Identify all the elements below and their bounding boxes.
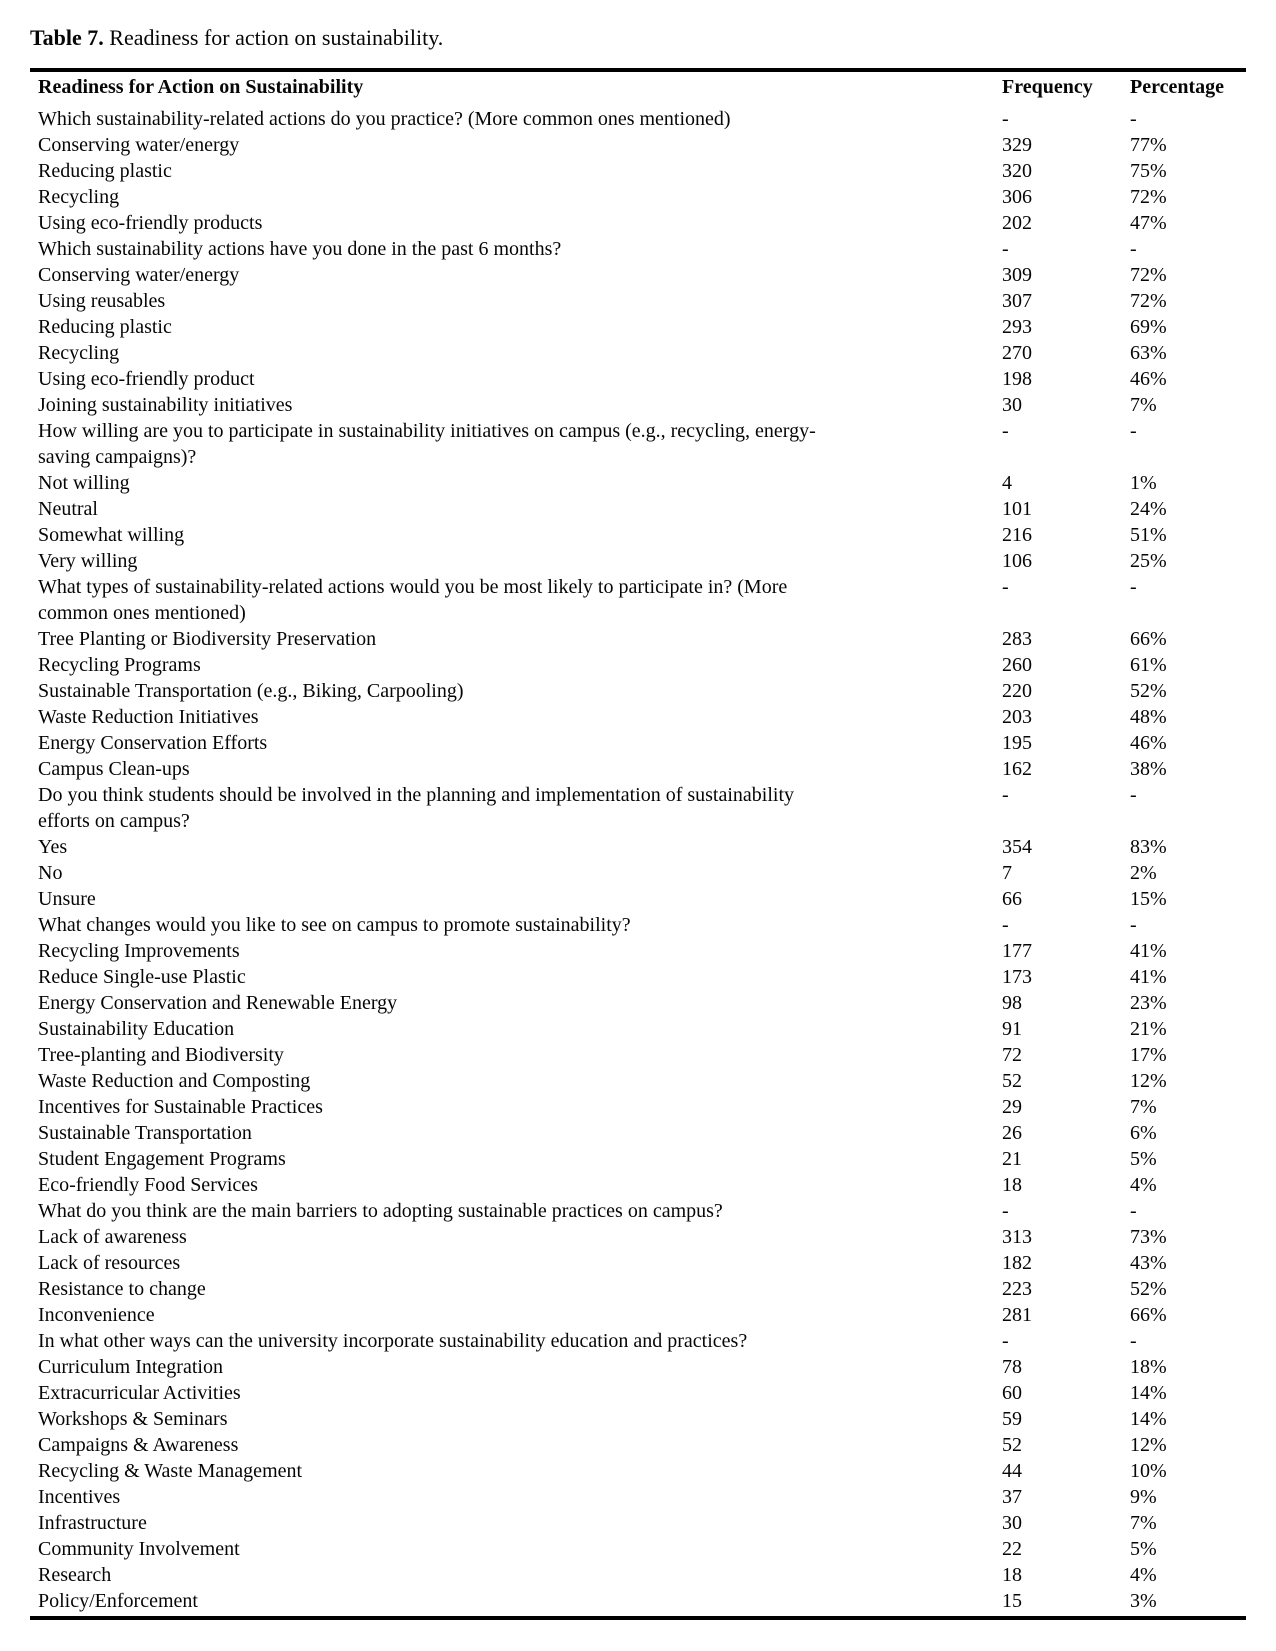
table-row — [30, 704, 1246, 730]
table-row — [30, 626, 1246, 652]
frequency-cell: 18 — [1002, 1174, 1022, 1196]
frequency-cell: 293 — [1002, 316, 1032, 338]
frequency-cell: 7 — [1002, 862, 1012, 884]
table-row — [30, 1276, 1246, 1302]
table-row — [30, 912, 1246, 938]
readiness-cell: Student Engagement Programs — [38, 1148, 286, 1170]
table-row — [30, 314, 1246, 340]
table-row — [30, 1172, 1246, 1198]
table-row — [30, 860, 1246, 886]
frequency-cell: 281 — [1002, 1304, 1032, 1326]
frequency-cell: - — [1002, 238, 1009, 260]
readiness-cell: Recycling Programs — [38, 654, 201, 676]
readiness-cell: Extracurricular Activities — [38, 1382, 241, 1404]
table-row — [30, 1588, 1246, 1618]
table-row — [30, 184, 1246, 210]
table-row — [30, 1406, 1246, 1432]
table-row — [30, 782, 1246, 834]
percentage-cell: - — [1130, 784, 1137, 806]
readiness-cell: Community Involvement — [38, 1538, 240, 1560]
readiness-cell: Campaigns & Awareness — [38, 1434, 239, 1456]
frequency-cell: 52 — [1002, 1070, 1022, 1092]
frequency-cell: - — [1002, 784, 1009, 806]
table-row — [30, 1016, 1246, 1042]
readiness-cell: Research — [38, 1564, 112, 1586]
frequency-cell: 60 — [1002, 1382, 1022, 1404]
percentage-cell: 73% — [1130, 1226, 1167, 1248]
readiness-cell: Recycling Improvements — [38, 940, 240, 962]
readiness-cell: In what other ways can the university incorporate sustainability education and practices? — [38, 1330, 748, 1352]
percentage-cell: 66% — [1130, 628, 1167, 650]
percentage-cell: 23% — [1130, 992, 1167, 1014]
readiness-cell: Neutral — [38, 498, 98, 520]
frequency-cell: 72 — [1002, 1044, 1022, 1066]
table-row — [30, 262, 1246, 288]
readiness-cell: Not willing — [38, 472, 130, 494]
table-row — [30, 1484, 1246, 1510]
table-row — [30, 548, 1246, 574]
table-row — [30, 652, 1246, 678]
readiness-cell: Recycling & Waste Management — [38, 1460, 303, 1482]
percentage-cell: 2% — [1130, 862, 1157, 884]
readiness-cell: Using eco-friendly products — [38, 212, 263, 234]
frequency-cell: 52 — [1002, 1434, 1022, 1456]
readiness-cell: Which sustainability actions have you done in the past 6 months? — [38, 238, 562, 260]
readiness-cell: What do you think are the main barriers to adopting sustainable practices on campus? — [38, 1200, 723, 1222]
percentage-cell: 52% — [1130, 1278, 1167, 1300]
readiness-cell: Using eco-friendly product — [38, 368, 255, 390]
percentage-cell: - — [1130, 420, 1137, 442]
readiness-cell: Very willing — [38, 550, 138, 572]
frequency-cell: 44 — [1002, 1460, 1022, 1482]
readiness-cell: Reducing plastic — [38, 316, 172, 338]
table-caption-text: Readiness for action on sustainability. — [109, 25, 444, 50]
readiness-cell: Joining sustainability initiatives — [38, 394, 293, 416]
percentage-cell: 47% — [1130, 212, 1167, 234]
frequency-cell: 66 — [1002, 888, 1022, 910]
table-row — [30, 730, 1246, 756]
table-row — [30, 210, 1246, 236]
percentage-cell: 77% — [1130, 134, 1167, 156]
percentage-cell: 1% — [1130, 472, 1157, 494]
frequency-cell: 320 — [1002, 160, 1032, 182]
percentage-cell: 72% — [1130, 290, 1167, 312]
readiness-cell: Lack of resources — [38, 1252, 181, 1274]
readiness-cell: Workshops & Seminars — [38, 1408, 228, 1430]
readiness-cell: Energy Conservation and Renewable Energy — [38, 992, 398, 1014]
frequency-cell: 37 — [1002, 1486, 1022, 1508]
percentage-cell: 43% — [1130, 1252, 1167, 1274]
percentage-cell: 21% — [1130, 1018, 1167, 1040]
frequency-cell: 270 — [1002, 342, 1032, 364]
frequency-cell: 30 — [1002, 394, 1022, 416]
frequency-cell: 198 — [1002, 368, 1032, 390]
frequency-cell: 101 — [1002, 498, 1032, 520]
frequency-cell: 220 — [1002, 680, 1032, 702]
readiness-cell: Incentives — [38, 1486, 121, 1508]
percentage-cell: 69% — [1130, 316, 1167, 338]
percentage-cell: 48% — [1130, 706, 1167, 728]
frequency-cell: - — [1002, 1200, 1009, 1222]
percentage-cell: 66% — [1130, 1304, 1167, 1326]
percentage-cell: 46% — [1130, 732, 1167, 754]
table-row — [30, 756, 1246, 782]
frequency-cell: 177 — [1002, 940, 1032, 962]
percentage-cell: 14% — [1130, 1408, 1167, 1430]
readiness-cell: How willing are you to participate in sustainability initiatives on campus (e.g., recycling, energy- saving campaigns)? — [38, 420, 816, 468]
frequency-cell: 18 — [1002, 1564, 1022, 1586]
percentage-cell: - — [1130, 914, 1137, 936]
percentage-cell: 24% — [1130, 498, 1167, 520]
percentage-cell: 7% — [1130, 394, 1157, 416]
readiness-cell: Unsure — [38, 888, 96, 910]
frequency-cell: 173 — [1002, 966, 1032, 988]
percentage-cell: 14% — [1130, 1382, 1167, 1404]
readiness-cell: Energy Conservation Efforts — [38, 732, 268, 754]
percentage-cell: 5% — [1130, 1148, 1157, 1170]
table-row — [30, 1380, 1246, 1406]
readiness-cell: Curriculum Integration — [38, 1356, 223, 1378]
readiness-cell: Eco-friendly Food Services — [38, 1174, 258, 1196]
frequency-cell: 22 — [1002, 1538, 1022, 1560]
readiness-cell: Sustainability Education — [38, 1018, 235, 1040]
readiness-cell: Which sustainability-related actions do you practice? (More common ones mentioned) — [38, 108, 731, 130]
percentage-cell: 3% — [1130, 1590, 1157, 1612]
frequency-cell: 260 — [1002, 654, 1032, 676]
percentage-cell: 9% — [1130, 1486, 1157, 1508]
table-row — [30, 1120, 1246, 1146]
readiness-cell: Inconvenience — [38, 1304, 155, 1326]
frequency-cell: 59 — [1002, 1408, 1022, 1430]
percentage-cell: 25% — [1130, 550, 1167, 572]
frequency-cell: 195 — [1002, 732, 1032, 754]
readiness-cell: Waste Reduction and Composting — [38, 1070, 311, 1092]
readiness-table — [30, 68, 1246, 1620]
table-row — [30, 1224, 1246, 1250]
table-row — [30, 1302, 1246, 1328]
frequency-cell: 162 — [1002, 758, 1032, 780]
table-row — [30, 834, 1246, 860]
table-body — [30, 102, 1246, 1619]
percentage-cell: 72% — [1130, 186, 1167, 208]
readiness-cell: No — [38, 862, 63, 884]
percentage-cell: 5% — [1130, 1538, 1157, 1560]
table-row — [30, 1146, 1246, 1172]
table-row — [30, 1354, 1246, 1380]
table-row — [30, 1536, 1246, 1562]
header-row — [30, 70, 1246, 102]
percentage-cell: 15% — [1130, 888, 1167, 910]
readiness-cell: Lack of awareness — [38, 1226, 187, 1248]
readiness-cell: Infrastructure — [38, 1512, 147, 1534]
percentage-cell: 41% — [1130, 940, 1167, 962]
frequency-cell: - — [1002, 1330, 1009, 1352]
table-row — [30, 1042, 1246, 1068]
percentage-cell: 72% — [1130, 264, 1167, 286]
table-row — [30, 366, 1246, 392]
table-row — [30, 1068, 1246, 1094]
table-row — [30, 886, 1246, 912]
frequency-cell: 216 — [1002, 524, 1032, 546]
readiness-cell: Tree Planting or Biodiversity Preservation — [38, 628, 377, 650]
percentage-cell: - — [1130, 1330, 1137, 1352]
frequency-cell: 78 — [1002, 1356, 1022, 1378]
readiness-cell: Incentives for Sustainable Practices — [38, 1096, 323, 1118]
table-row — [30, 236, 1246, 262]
readiness-cell: Do you think students should be involved in the planning and implementation of sustainability efforts on campus? — [38, 784, 795, 832]
frequency-cell: 223 — [1002, 1278, 1032, 1300]
frequency-cell: 29 — [1002, 1096, 1022, 1118]
table-row — [30, 678, 1246, 704]
percentage-cell: 52% — [1130, 680, 1167, 702]
table-row — [30, 964, 1246, 990]
percentage-cell: - — [1130, 238, 1137, 260]
percentage-cell: 83% — [1130, 836, 1167, 858]
percentage-cell: - — [1130, 108, 1137, 130]
frequency-cell: 283 — [1002, 628, 1032, 650]
percentage-cell: 51% — [1130, 524, 1167, 546]
frequency-cell: 307 — [1002, 290, 1032, 312]
table-row — [30, 132, 1246, 158]
percentage-cell: 17% — [1130, 1044, 1167, 1066]
frequency-cell: 182 — [1002, 1252, 1032, 1274]
frequency-cell: 354 — [1002, 836, 1032, 858]
table-row — [30, 938, 1246, 964]
readiness-cell: Waste Reduction Initiatives — [38, 706, 259, 728]
header-percentage: Percentage — [1128, 70, 1246, 102]
readiness-cell: Reducing plastic — [38, 160, 172, 182]
frequency-cell: - — [1002, 914, 1009, 936]
percentage-cell: - — [1130, 1200, 1137, 1222]
percentage-cell: 18% — [1130, 1356, 1167, 1378]
readiness-cell: Recycling — [38, 186, 120, 208]
readiness-cell: Campus Clean-ups — [38, 758, 190, 780]
table-row — [30, 574, 1246, 626]
frequency-cell: 329 — [1002, 134, 1032, 156]
frequency-cell: 4 — [1002, 472, 1012, 494]
percentage-cell: 46% — [1130, 368, 1167, 390]
frequency-cell: 15 — [1002, 1590, 1022, 1612]
table-caption — [30, 24, 1246, 52]
percentage-cell: 12% — [1130, 1070, 1167, 1092]
readiness-cell: Yes — [38, 836, 68, 858]
table-row — [30, 392, 1246, 418]
frequency-cell: 91 — [1002, 1018, 1022, 1040]
table-row — [30, 522, 1246, 548]
percentage-cell: 10% — [1130, 1460, 1167, 1482]
table-row — [30, 1198, 1246, 1224]
table-row — [30, 1458, 1246, 1484]
table-row — [30, 418, 1246, 470]
readiness-cell: Somewhat willing — [38, 524, 185, 546]
percentage-cell: 75% — [1130, 160, 1167, 182]
frequency-cell: 306 — [1002, 186, 1032, 208]
table-caption-number: Table 7. — [30, 25, 104, 50]
table-row — [30, 1562, 1246, 1588]
percentage-cell: 63% — [1130, 342, 1167, 364]
frequency-cell: 203 — [1002, 706, 1032, 728]
percentage-cell: 6% — [1130, 1122, 1157, 1144]
readiness-cell: Resistance to change — [38, 1278, 206, 1300]
frequency-cell: 30 — [1002, 1512, 1022, 1534]
readiness-cell: Sustainable Transportation (e.g., Biking, Carpooling) — [38, 680, 464, 702]
table-row — [30, 1510, 1246, 1536]
readiness-cell: Conserving water/energy — [38, 134, 240, 156]
table-row — [30, 1094, 1246, 1120]
table-row — [30, 470, 1246, 496]
frequency-cell: - — [1002, 108, 1009, 130]
frequency-cell: 21 — [1002, 1148, 1022, 1170]
percentage-cell: 41% — [1130, 966, 1167, 988]
readiness-cell: Policy/Enforcement — [38, 1590, 198, 1612]
percentage-cell: 7% — [1130, 1512, 1157, 1534]
readiness-cell: Sustainable Transportation — [38, 1122, 252, 1144]
table-row — [30, 158, 1246, 184]
readiness-cell: What types of sustainability-related actions would you be most likely to participate in? (More common ones mentioned) — [38, 576, 788, 624]
header-readiness: Readiness for Action on Sustainability — [30, 70, 1000, 102]
frequency-cell: 98 — [1002, 992, 1022, 1014]
readiness-cell: Tree-planting and Biodiversity — [38, 1044, 284, 1066]
frequency-cell: 106 — [1002, 550, 1032, 572]
frequency-cell: 313 — [1002, 1226, 1032, 1248]
table-row — [30, 288, 1246, 314]
percentage-cell: 12% — [1130, 1434, 1167, 1456]
table-row — [30, 1250, 1246, 1276]
frequency-cell: 202 — [1002, 212, 1032, 234]
frequency-cell: 309 — [1002, 264, 1032, 286]
percentage-cell: 4% — [1130, 1174, 1157, 1196]
frequency-cell: 26 — [1002, 1122, 1022, 1144]
frequency-cell: - — [1002, 420, 1009, 442]
percentage-cell: 7% — [1130, 1096, 1157, 1118]
readiness-cell: Reduce Single-use Plastic — [38, 966, 246, 988]
table-row — [30, 340, 1246, 366]
table-row — [30, 1328, 1246, 1354]
readiness-cell: Recycling — [38, 342, 120, 364]
frequency-cell: - — [1002, 576, 1009, 598]
percentage-cell: 38% — [1130, 758, 1167, 780]
table-row — [30, 990, 1246, 1016]
percentage-cell: 4% — [1130, 1564, 1157, 1586]
table-row — [30, 496, 1246, 522]
header-frequency: Frequency — [1000, 70, 1128, 102]
readiness-cell: Conserving water/energy — [38, 264, 240, 286]
percentage-cell: - — [1130, 576, 1137, 598]
readiness-cell: Using reusables — [38, 290, 166, 312]
readiness-cell: What changes would you like to see on campus to promote sustainability? — [38, 914, 631, 936]
table-row — [30, 102, 1246, 133]
table-row — [30, 1432, 1246, 1458]
percentage-cell: 61% — [1130, 654, 1167, 676]
